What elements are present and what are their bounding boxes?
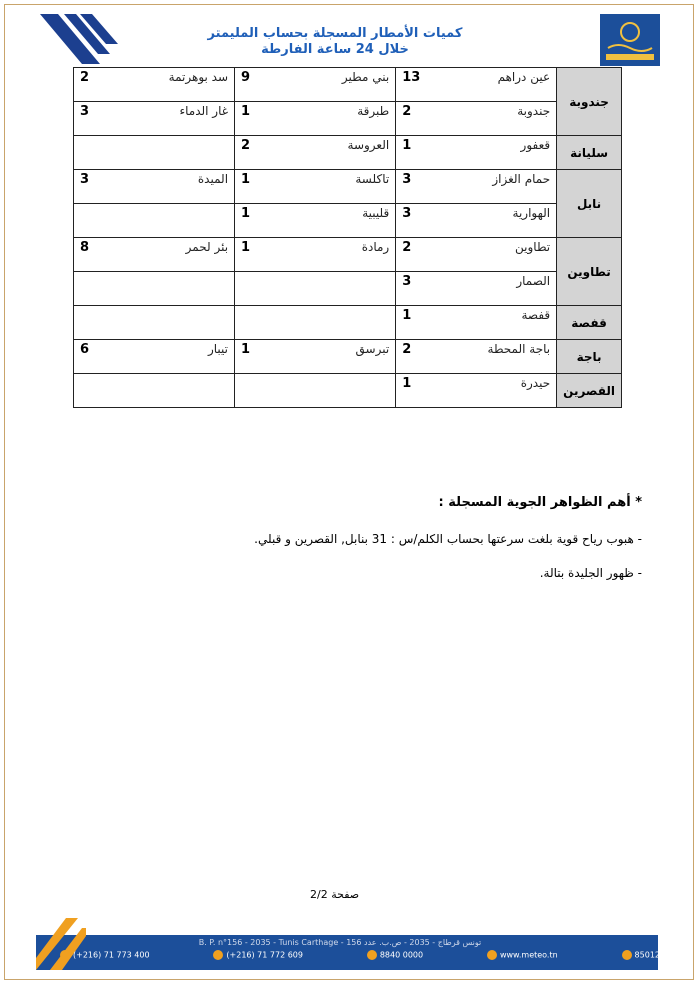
station-name: الهوارية [512, 206, 551, 220]
document-title [200, 26, 470, 58]
governorate-cell: القصرين [557, 374, 622, 408]
station-name: باجة المحطة [487, 342, 551, 356]
station-name: طبرقة [357, 104, 390, 118]
rain-value: 6 [80, 342, 90, 357]
phenomena-line-frost: - ظهور الجليدة بتالة. [539, 566, 642, 580]
station-cell [396, 136, 557, 170]
rain-value: 9 [241, 70, 251, 85]
decorative-stripes-logo [40, 14, 120, 69]
station-cell [396, 340, 557, 374]
station-name: حيدرة [520, 376, 551, 390]
station-cell [74, 102, 235, 136]
station-cell [74, 306, 235, 340]
page-number: صفحة 2/2 [310, 888, 360, 901]
station-name: تيبار [207, 342, 229, 356]
globe-icon [487, 950, 497, 960]
station-cell [74, 374, 235, 408]
governorate-cell: باجة [557, 340, 622, 374]
station-name: سد بوهرتمة [168, 70, 229, 84]
title-line-1: كميات الأمطار المسجلة بحساب المليمتر [207, 26, 463, 41]
station-cell [235, 68, 396, 102]
table-row [74, 102, 622, 136]
rain-value: 1 [241, 172, 251, 187]
governorate-cell: جندوبة [557, 68, 622, 136]
governorate-cell: تطاوين [557, 238, 622, 306]
station-name: قليبية [362, 206, 390, 220]
table-row [74, 68, 622, 102]
station-cell [396, 272, 557, 306]
rain-value: 1 [241, 206, 251, 221]
station-cell [74, 68, 235, 102]
rain-value: 13 [402, 70, 421, 85]
rain-value: 1 [402, 138, 412, 153]
station-name: جندوبة [517, 104, 551, 118]
station-name: قفصة [521, 308, 551, 322]
station-cell [396, 204, 557, 238]
rain-value: 1 [241, 342, 251, 357]
station-name: تاكلسة [355, 172, 390, 186]
fax-icon [213, 950, 223, 960]
table-row [74, 170, 622, 204]
footer-contacts [60, 950, 660, 960]
phone-icon [367, 950, 377, 960]
footer-phone-1: (+216) 71 773 400 [60, 950, 150, 960]
mail-icon [622, 950, 632, 960]
station-name: تطاوين [515, 240, 551, 254]
station-cell [235, 306, 396, 340]
rain-value: 3 [402, 206, 412, 221]
station-cell [74, 340, 235, 374]
rain-value: 3 [80, 172, 90, 187]
table-row [74, 136, 622, 170]
rain-value: 2 [402, 342, 412, 357]
table-row [74, 204, 622, 238]
station-cell [74, 238, 235, 272]
station-name: بئر لحمر [185, 240, 229, 254]
governorate-cell: سليانة [557, 136, 622, 170]
rain-value: 1 [402, 376, 412, 391]
table-row [74, 374, 622, 408]
rain-value: 3 [402, 274, 412, 289]
title-line-2: خلال 24 ساعة الفارطة [261, 42, 409, 57]
footer-phone-2: (+216) 71 772 609 [213, 950, 303, 960]
governorate-cell: قفصة [557, 306, 622, 340]
station-cell [396, 170, 557, 204]
station-name: بني مطير [341, 70, 390, 84]
station-cell [396, 68, 557, 102]
rain-value: 1 [241, 240, 251, 255]
rain-value: 2 [241, 138, 251, 153]
station-cell [235, 170, 396, 204]
station-cell [74, 170, 235, 204]
station-name: تبرسق [355, 342, 390, 356]
station-cell [235, 340, 396, 374]
station-cell [235, 136, 396, 170]
station-name: العروسة [347, 138, 390, 152]
station-name: الميدة [197, 172, 229, 186]
rain-value: 2 [80, 70, 90, 85]
rain-value: 2 [402, 240, 412, 255]
phenomena-line-wind: - هبوب رياح قوية بلغت سرعتها بحساب الكلم/س : 31 بنابل, القصرين و قبلي. [254, 532, 642, 546]
station-name: رمادة [361, 240, 390, 254]
station-cell [235, 238, 396, 272]
station-name: غار الدماء [179, 104, 229, 118]
station-cell [235, 272, 396, 306]
station-cell [396, 306, 557, 340]
station-cell [396, 374, 557, 408]
footer-website[interactable]: www.meteo.tn [487, 950, 558, 960]
station-cell [74, 272, 235, 306]
phone-icon [60, 950, 70, 960]
rain-value: 1 [241, 104, 251, 119]
phenomena-heading: * أهم الظواهر الجوية المسجلة : [438, 495, 642, 510]
station-cell [235, 204, 396, 238]
rain-value: 8 [80, 240, 90, 255]
station-name: قعفور [520, 138, 551, 152]
table-row [74, 340, 622, 374]
rain-value: 2 [402, 104, 412, 119]
governorate-cell: نابل [557, 170, 622, 238]
station-cell [396, 238, 557, 272]
rainfall-table [73, 67, 622, 408]
station-cell [396, 102, 557, 136]
institute-logo-icon [600, 14, 660, 66]
station-name: حمام الغزاز [492, 172, 551, 186]
station-name: الصمار [516, 274, 551, 288]
footer-phone-3: 8840 0000 [367, 950, 423, 960]
rain-value: 3 [80, 104, 90, 119]
rain-value: 1 [402, 308, 412, 323]
station-cell [74, 204, 235, 238]
station-cell [74, 136, 235, 170]
station-cell [235, 102, 396, 136]
table-row [74, 238, 622, 272]
table-row [74, 306, 622, 340]
footer-code: 85012 [622, 950, 660, 960]
rain-value: 3 [402, 172, 412, 187]
footer-address: B. P. n°156 - 2035 - Tunis Carthage - تونس قرطاج - 2035 - ص.ب. عدد 156 [198, 938, 482, 947]
station-name: عين دراهم [497, 70, 551, 84]
station-cell [235, 374, 396, 408]
table-row [74, 272, 622, 306]
